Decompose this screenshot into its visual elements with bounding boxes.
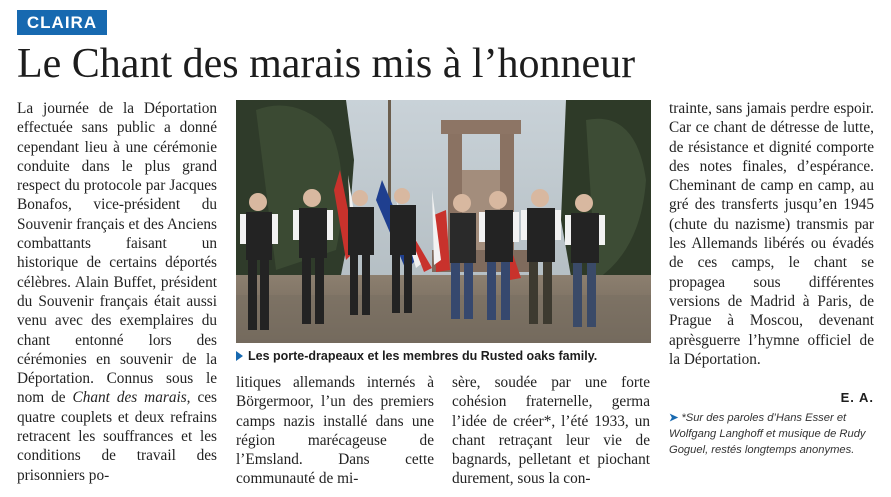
section-kicker: CLAIRA <box>17 10 107 35</box>
article-column-3 <box>452 373 650 489</box>
song-title: Chant des marais, <box>72 389 191 407</box>
body-text: sère, soudée par une forte cohésion fraternelle, germa l’idée de créer*, l’été 1933, un chant retraçant leur vie de bagnards, pelletant et piochant durement, sous la con- <box>452 374 650 488</box>
article-column-4 <box>669 99 874 369</box>
article-column-1 <box>17 99 217 485</box>
article-photo <box>236 100 651 343</box>
footnote-text: *Sur des paroles d’Hans Esser et Wolfgang Langhoff et musique de Rudy Goguel, restés longtemps anonymes. <box>669 412 866 456</box>
footnote <box>669 410 874 458</box>
caption-arrow-icon <box>236 351 243 361</box>
headline: Le Chant des marais mis à l’honneur <box>17 41 636 87</box>
footnote-arrow-icon: ➤ <box>669 412 679 424</box>
body-text: trainte, sans jamais perdre espoir. Car ce chant de détresse de lutte, de résistance et dignité comporte des notes finales, d’espérance. Cheminant de camp en camp, au gré des transferts jusqu’en 1945 (chute du nazisme) transmis par les Allemands libérés ou évadés de ces camps, le chant se propagea sous différentes versions de Madrid à Paris, de Prague à Moscou, devenant aprèsguerre l’hymne officiel de la Déportation. <box>669 100 874 368</box>
article-column-2 <box>236 373 434 489</box>
body-text: litiques allemands internés à Börgermoor, l’un des premiers camps nazis installé dans une région marécageuse de l’Emsland. Dans cette communauté de mi- <box>236 374 434 488</box>
body-text: ces quatre couplets et deux refrains retracent les souffrances et les conditions de travail des prisonniers po- <box>17 389 217 484</box>
photo-caption-text: Les porte-drapeaux et les membres du Rusted oaks family. <box>248 349 598 363</box>
body-text: La journée de la Déportation effectuée sans public a donné cependant lieu à une cérémonie conduite dans le plus grand respect du protocole par Jacques Bonafos, vice-président du Souvenir français et des Anciens combattants faisant un historique de certains déportés célèbres. Alain Buffet, président du Souvenir français était aussi venu avec des exemplaires du chant entonné lors des cérémonies en souvenir de la Déportation. Connus sous le nom de <box>17 100 217 407</box>
photo-caption <box>236 346 651 366</box>
photo-flag-bearers-illustration <box>236 100 651 343</box>
author-signature: E. A. <box>840 390 874 405</box>
